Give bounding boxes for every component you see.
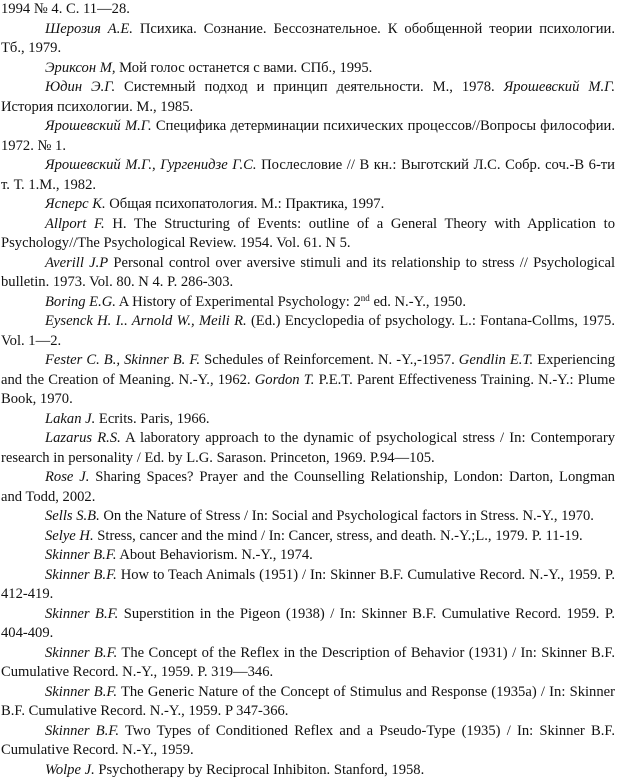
reference-author: Allport F. [45,216,105,232]
reference-entry [1,117,615,156]
reference-text: Ecrits. Paris, 1966. [95,411,209,427]
reference-author: Lakan J. [45,411,95,427]
reference-author: Skinner B.F. [45,723,119,739]
reference-entry [1,605,615,644]
reference-entry [1,351,615,410]
reference-text: Stress, cancer and the mind / In: Cancer, stress, and death. N.-Y.;L., 1979. P. 11-19. [94,528,583,544]
reference-author: Boring E.G. [45,294,116,310]
reference-author: Rose J. [45,469,89,485]
reference-text: ed. N.-Y., 1950. [370,294,466,310]
reference-text: Experiencing and the Creation of Meaning. N.-Y., 1962. [1,352,615,388]
reference-author: Gendlin E.T. [459,352,533,368]
reference-text: Schedules of Reinforcement. N. -Y.,-1957. [200,352,459,368]
reference-entry [1,429,615,468]
reference-text: История психологии. М., 1985. [1,99,193,115]
reference-entry [1,59,615,79]
reference-text: Psychotherapy by Reciprocal Inhibiton. Stanford, 1958. [95,762,425,778]
reference-author: Fester C. B., Skinner B. F. [45,352,200,368]
reference-entry [1,78,615,117]
reference-text: The Generic Nature of the Concept of Stimulus and Response (1935a) / In: Skinner B.F. Cumulative Record. N.-Y., 1959. P 347-366. [1,684,615,720]
reference-author: Ясперс К. [45,196,106,212]
reference-author: Юдин Э.Г. [45,79,115,95]
reference-entry [1,410,615,430]
reference-text: Мой голос останется с вами. СПб., 1995. [116,60,373,76]
reference-text: The Concept of the Reflex in the Description of Behavior (1931) / In: Skinner B.F. Cumulative Record. N.-Y., 1959. P. 319—346. [1,645,615,681]
reference-author: Lazarus R.S. [45,430,121,446]
reference-author: Skinner B.F. [45,684,117,700]
reference-entry [1,683,615,722]
reference-text: About Behaviorism. N.-Y., 1974. [116,547,312,563]
reference-author: Averill J.P [45,255,108,271]
reference-entry [1,215,615,254]
reference-text: Специфика детерминации психических процессов//Вопросы философии. 1972. № 1. [1,118,615,154]
reference-author: Skinner B.F. [45,645,117,661]
reference-author: Wolpe J. [45,762,95,778]
superscript: nd [361,293,370,303]
reference-text: On the Nature of Stress / In: Social and Psychological factors in Stress. N.-Y., 1970. [100,508,594,524]
reference-text: A laboratory approach to the dynamic of psychological stress / In: Contemporary research in personality / Ed. by L.G. Sarason. Princeton, 1969. P.94—105. [1,430,615,466]
reference-entry [1,293,615,313]
reference-text: P.E.T. Parent Effectiveness Training. N.-Y.: Plume Book, 1970. [1,372,615,408]
reference-author: Selye H. [45,528,94,544]
reference-text: Психика. Сознание. Бессознательное. К обобщенной теории психологии. Тб., 1979. [1,21,615,57]
reference-entry [1,156,615,195]
reference-text: Two Types of Conditioned Reflex and a Pseudo-Type (1935) / In: Skinner B.F. Cumulative Record. N.-Y., 1959. [1,723,615,759]
reference-entry [1,566,615,605]
reference-author: Эриксон М, [45,60,116,76]
reference-text: Послесловие // В кн.: Выготский Л.С. Собр. соч.-В 6-ти т. Т. 1.М., 1982. [1,157,615,193]
reference-text: Общая психопатология. М.: Практика, 1997. [106,196,385,212]
reference-text: 1994 № 4. С. 11—28. [1,1,130,17]
reference-entry [1,761,615,780]
reference-text: How to Teach Animals (1951) / In: Skinner B.F. Cumulative Record. N.-Y., 1959. P. 412-419. [1,567,615,603]
reference-author: Ярошевский М.Г. [45,118,152,134]
reference-author: Skinner B.F. [45,606,118,622]
reference-entry [1,20,615,59]
reference-text: Personal control over aversive stimuli and its relationship to stress // Psychological bulletin. 1973. Vol. 80. N 4. P. 286-303. [1,255,615,291]
reference-author: Eysenck H. I.. Arnold W., Meili R. [45,313,247,329]
reference-entry [1,195,615,215]
reference-entry [1,527,615,547]
reference-author: Ярошевский М.Г., Гургенидзе Г.С. [45,157,257,173]
reference-entry [1,722,615,761]
reference-entry [1,546,615,566]
reference-author: Skinner B.F. [45,567,117,583]
reference-entry [1,0,615,20]
reference-entry [1,507,615,527]
reference-author: Skinner B.F. [45,547,116,563]
reference-entry [1,254,615,293]
reference-text: H. The Structuring of Events: outline of a General Theory with Application to Psychology//The Psychological Review. 1954. Vol. 61. N 5. [1,216,615,252]
reference-text: A History of Experimental Psychology: 2 [116,294,361,310]
reference-author: Sells S.B. [45,508,100,524]
reference-text: Sharing Spaces? Prayer and the Counselling Relationship, London: Darton, Longman and Todd, 2002. [1,469,615,505]
reference-entry [1,468,615,507]
reference-entry [1,644,615,683]
reference-author: Шерозия А.Е. [45,21,133,37]
reference-text: (Ed.) Encyclopedia of psychology. L.: Fontana-Collms, 1975. Vol. 1—2. [1,313,615,349]
reference-text: Системный подход и принцип деятельности. М., 1978. [115,79,504,95]
reference-author: Ярошевский М.Г. [504,79,615,95]
reference-entry [1,312,615,351]
reference-author: Gordon T. [255,372,315,388]
reference-text: Superstition in the Pigeon (1938) / In: Skinner B.F. Cumulative Record. 1959. P. 404-409. [1,606,615,642]
